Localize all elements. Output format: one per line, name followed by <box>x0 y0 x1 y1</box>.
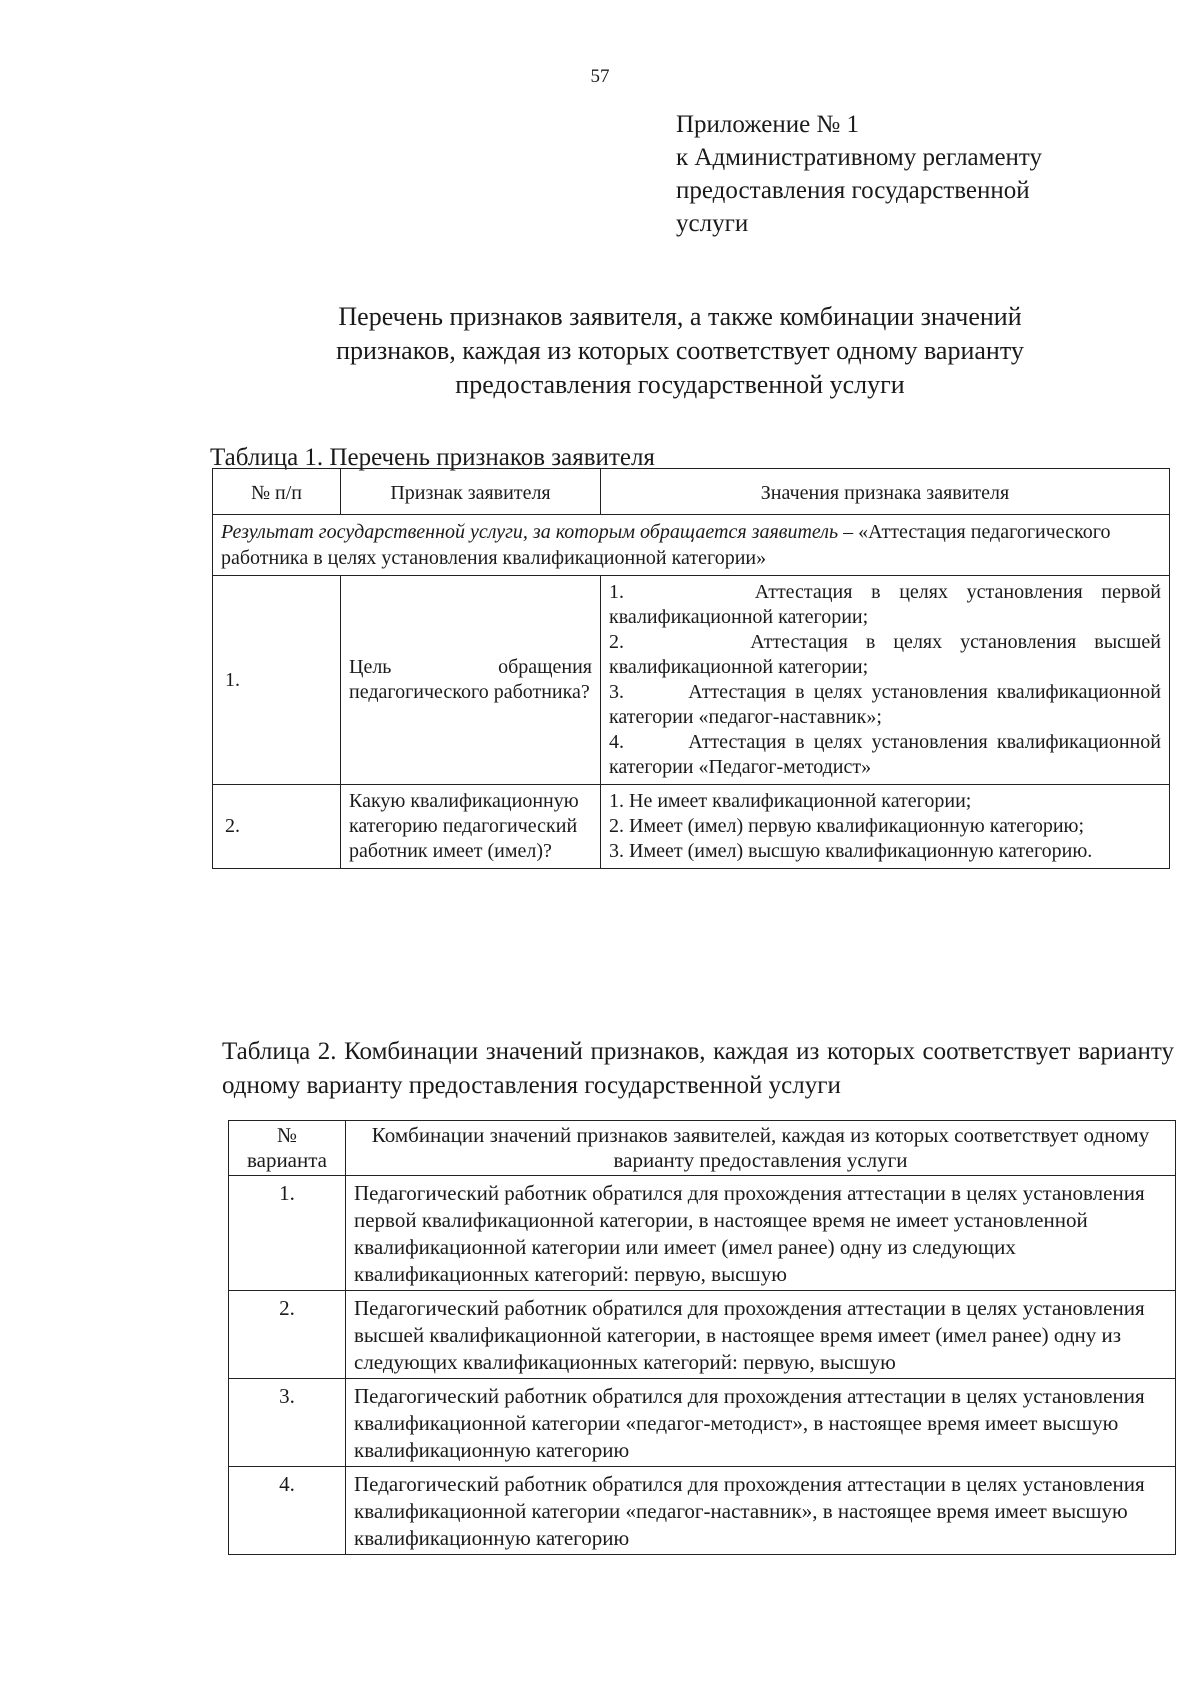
table1-header-num: № п/п <box>213 469 341 515</box>
table2-header-num: № варианта <box>229 1121 346 1176</box>
title-line: предоставления государственной услуги <box>455 370 905 399</box>
table2-header-combo: Комбинации значений признаков заявителей, каждая из которых соответствует одному варианту предоставления услуги <box>346 1121 1176 1176</box>
value-item: 2. Аттестация в целях установления высшей квалификационной категории; <box>609 631 1161 678</box>
row-sign: Цель обращения педагогического работника? <box>341 576 601 785</box>
variant-number: 3. <box>229 1379 346 1467</box>
row-number: 1. <box>213 576 341 785</box>
table1 <box>212 468 1170 869</box>
value-item: 4. Аттестация в целях установления квалификационной категории «Педагог-методист» <box>609 731 1161 778</box>
row-number: 2. <box>213 785 341 869</box>
table1-header-values: Значения признака заявителя <box>601 469 1170 515</box>
appendix-line: услуги <box>676 210 749 237</box>
table2 <box>228 1120 1176 1555</box>
variant-number: 1. <box>229 1176 346 1291</box>
variant-text: Педагогический работник обратился для прохождения аттестации в целях установления квалификационной категории «педагог-наставник», в настоящее время имеет высшую квалификационную категорию <box>346 1467 1176 1555</box>
result-label: Результат государственной услуги, за которым обращается заявитель – <box>221 521 854 543</box>
variant-text: Педагогический работник обратился для прохождения аттестации в целях установления квалификационной категории «педагог-методист», в настоящее время имеет высшую квалификационную категорию <box>346 1379 1176 1467</box>
table2-header-row <box>229 1121 1176 1176</box>
row-sign: Какую квалификационную категорию педагогический работник имеет (имел)? <box>341 785 601 869</box>
table-row <box>213 576 1170 785</box>
appendix-header <box>676 108 1136 240</box>
variant-text: Педагогический работник обратился для прохождения аттестации в целях установления высшей квалификационной категории, в настоящее время имеет (имел ранее) одну из следующих квалификационных категорий: первую, высшую <box>346 1291 1176 1379</box>
table-row <box>229 1291 1176 1379</box>
value-item: 1. Не имеет квалификационной категории; <box>609 790 972 812</box>
appendix-line: предоставления государственной <box>676 177 1030 204</box>
table1-header-row <box>213 469 1170 515</box>
appendix-line: к Административному регламенту <box>676 144 1043 171</box>
table-row <box>229 1176 1176 1291</box>
document-title <box>250 300 1110 402</box>
table-row <box>213 785 1170 869</box>
value-item: 1. Аттестация в целях установления первой квалификационной категории; <box>609 581 1161 628</box>
title-line: Перечень признаков заявителя, а также комбинации значений <box>338 302 1022 331</box>
table1-caption: Таблица 1. Перечень признаков заявителя <box>210 444 655 471</box>
table1-header-sign: Признак заявителя <box>341 469 601 515</box>
variant-text: Педагогический работник обратился для прохождения аттестации в целях установления первой квалификационной категории, в настоящее время не имеет установленной квалификационной категории или имеет (имел ранее) одну из следующих квалификационных категорий: первую, высшую <box>346 1176 1176 1291</box>
value-item: 3. Имеет (имел) высшую квалификационную категорию. <box>609 840 1093 862</box>
page-number: 57 <box>590 66 610 87</box>
table2-caption: Таблица 2. Комбинации значений признаков, каждая из которых соответствует варианту одному варианту предоставления государственной услуги <box>222 1038 1174 1099</box>
row-values <box>601 576 1170 785</box>
variant-number: 2. <box>229 1291 346 1379</box>
table1-result-row <box>213 515 1170 576</box>
table-row <box>229 1379 1176 1467</box>
result-value: «Аттестация педагогического работника в целях установления квалификационной категории» <box>221 521 1111 569</box>
appendix-line: Приложение № 1 <box>676 111 860 138</box>
table1-result-cell <box>213 515 1170 576</box>
value-item: 3. Аттестация в целях установления квалификационной категории «педагог-наставник»; <box>609 681 1161 728</box>
title-line: признаков, каждая из которых соответствует одному варианту <box>336 336 1024 365</box>
table-row <box>229 1467 1176 1555</box>
variant-number: 4. <box>229 1467 346 1555</box>
row-values <box>601 785 1170 869</box>
value-item: 2. Имеет (имел) первую квалификационную категорию; <box>609 815 1085 837</box>
